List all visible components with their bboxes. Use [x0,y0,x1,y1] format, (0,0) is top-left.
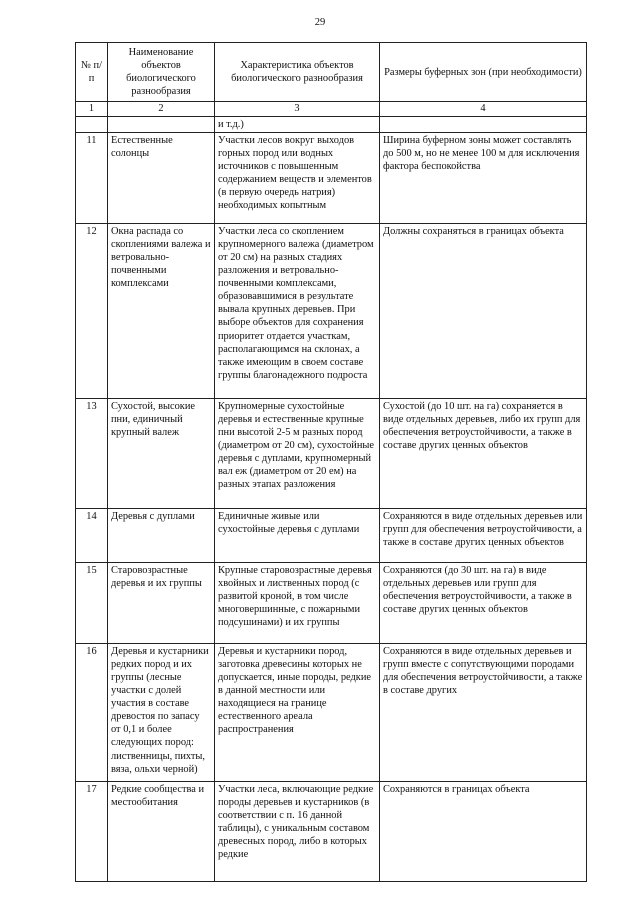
object-name: Сухостой, высокие пни, единичный крупный валеж [108,398,215,508]
continuation-text: и т.д.) [215,116,380,132]
buffer-zones-table [75,42,587,882]
object-description: Крупные старовозрастные деревья хвойных и лиственных пород (с развитой кроной, в том числе многовершинные, с пожарными подсушинами) и их группы [215,562,380,643]
object-name: Окна распада со скоплениями валежа и ветровально-почвенными комплексами [108,223,215,398]
table-cell [108,116,215,132]
column-number: 3 [215,102,380,116]
header-buffer: Размеры буферных зон (при необходимости) [380,43,587,102]
buffer-zone: Сохраняются в виде отдельных деревьев или групп для обеспечения ветроустойчивости, а также в составе других ценных объектов [380,508,587,562]
table-row [76,132,587,223]
row-number: 11 [76,132,108,223]
object-name: Деревья и кустарники редких пород и их группы (лесные участки с долей участия в составе древостоя по запасу от 0,1 и более следующих пород: лиственницы, пихты, вяза, ольхи черной) [108,643,215,781]
buffer-zone: Ширина буферном зоны может составлять до 500 м, но не менее 100 м для исключения фактора беспокойства [380,132,587,223]
object-description: Деревья и кустарники пород, заготовка древесины которых не допускается, иные породы, редкие в данной местности или находящиеся на границе естественного ареала распространения [215,643,380,781]
object-description: Участки леса, включающие редкие породы деревьев и кустарников (в соответствии с п. 16 данной таблицы), с уникальным составом древесных пород, либо в которых редкие [215,781,380,881]
row-number: 14 [76,508,108,562]
header-description: Характеристика объектов биологического разнообразия [215,43,380,102]
row-number: 13 [76,398,108,508]
header-number: № п/п [76,43,108,102]
row-number: 15 [76,562,108,643]
object-description: Участки лесов вокруг выходов горных пород или водных источников с повышенным содержанием веществ и элементов (в первую очередь натрия) необходимых копытным [215,132,380,223]
buffer-zone: Сохраняются (до 30 шт. на га) в виде отдельных деревьев или групп для обеспечения ветроустойчивости, а также в составе других ценных объектов [380,562,587,643]
column-number-row [76,102,587,116]
object-description: Участки леса со скоплением крупномерного валежа (диаметром от 20 см) на разных стадиях разложения и ветровально-почвенными комплексами, образовавшимися в результате вывала крупных деревьев. При выборе объектов для сохранения приоритет отдается участкам, располагающимся на склонах, а также имеющим в своем составе группы благонадежного подроста [215,223,380,398]
column-number: 4 [380,102,587,116]
buffer-zone: Сохраняются в виде отдельных деревьев и групп вместе с сопутствующими породами для обеспечения ветроустойчивости, а также в составе других [380,643,587,781]
object-name: Естественные солонцы [108,132,215,223]
table-row [76,562,587,643]
table-row [76,643,587,781]
table-cell [76,116,108,132]
column-number: 1 [76,102,108,116]
object-name: Старовозрастные деревья и их группы [108,562,215,643]
table-row [76,508,587,562]
table-cell [380,116,587,132]
table-row [76,398,587,508]
row-number: 16 [76,643,108,781]
object-name: Редкие сообщества и местообитания [108,781,215,881]
column-number: 2 [108,102,215,116]
row-number: 12 [76,223,108,398]
row-number: 17 [76,781,108,881]
table-row [76,223,587,398]
buffer-zone: Сохраняются в границах объекта [380,781,587,881]
buffer-zone: Должны сохраняться в границах объекта [380,223,587,398]
page-number: 29 [314,17,326,28]
object-description: Крупномерные сухостойные деревья и естественные крупные пни высотой 2-5 м разных пород (диаметром от 20 см), сухостойные деревья с дуплами, крупномерный вал еж (диаметром от 20 ем) на разных этапах разложения [215,398,380,508]
object-description: Единичные живые или сухостойные деревья с дуплами [215,508,380,562]
continuation-row [76,116,587,132]
object-name: Деревья с дуплами [108,508,215,562]
header-name: Наименование объектов биологического разнообразия [108,43,215,102]
table-row [76,781,587,881]
buffer-zone: Сухостой (до 10 шт. на га) сохраняется в виде отдельных деревьев, либо их групп для обеспечения ветроустойчивости, а также в составе других ценных объектов [380,398,587,508]
table-header-row [76,43,587,102]
